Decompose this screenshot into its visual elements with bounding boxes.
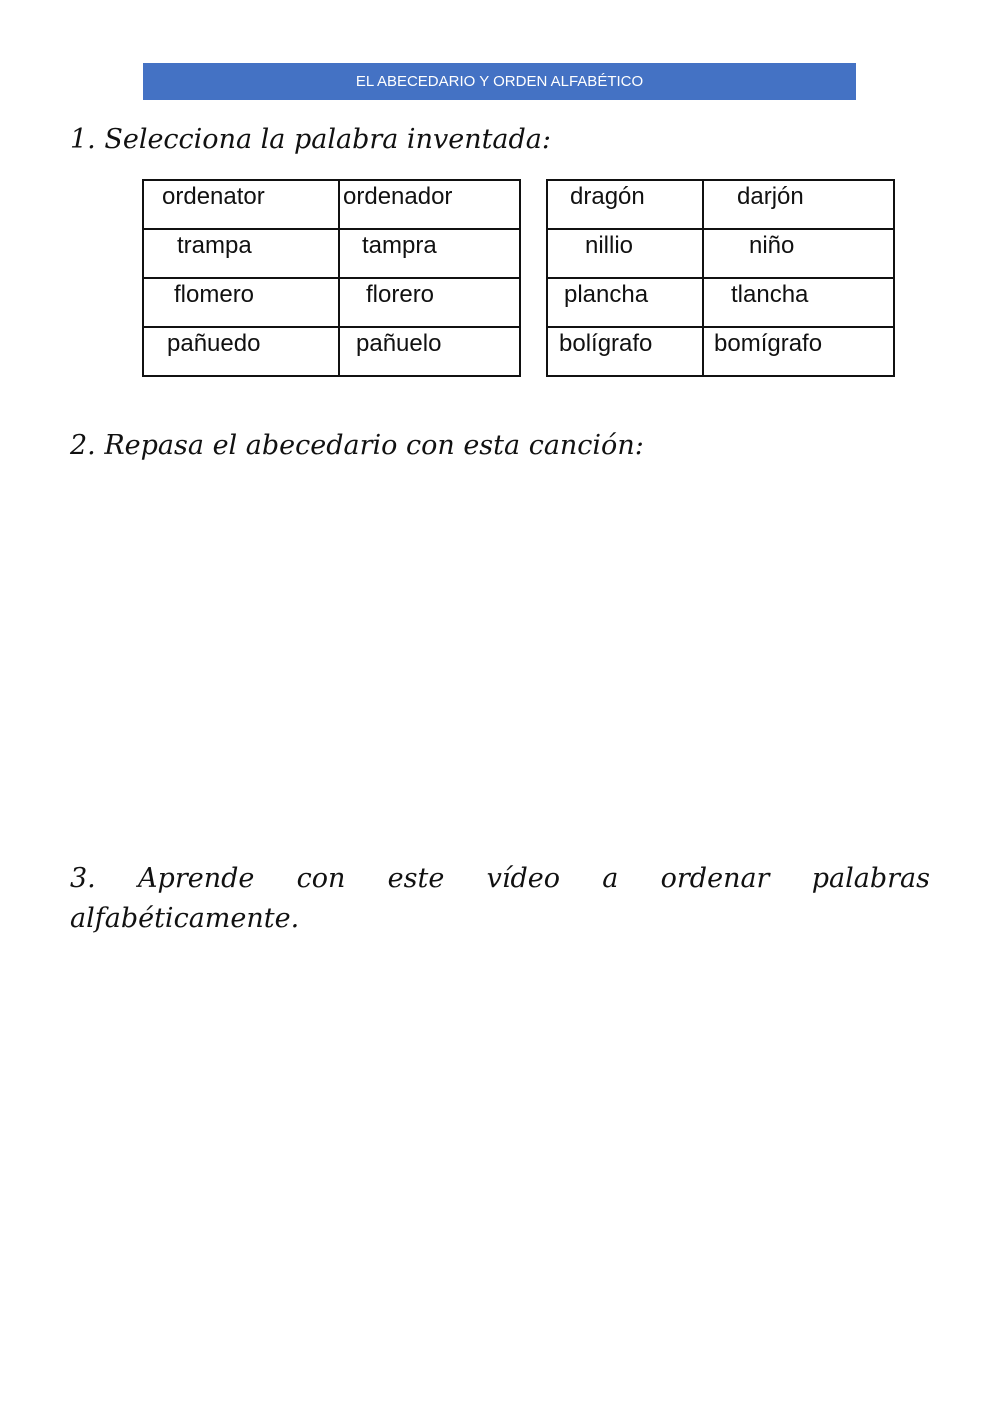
- word-option[interactable]: ordenador: [339, 180, 520, 229]
- section-3-heading-line1: 3. Aprende con este vídeo a ordenar palabras: [70, 863, 930, 894]
- table-row: [547, 180, 894, 229]
- section-3-heading-line2: alfabéticamente.: [70, 903, 300, 934]
- table-row: [547, 229, 894, 278]
- word-option[interactable]: tlancha: [703, 278, 894, 327]
- word-option[interactable]: bomígrafo: [703, 327, 894, 376]
- worksheet-title-banner: [143, 63, 856, 100]
- word-option[interactable]: bolígrafo: [547, 327, 703, 376]
- word-option[interactable]: nillio: [547, 229, 703, 278]
- word-option[interactable]: florero: [339, 278, 520, 327]
- table-row: [143, 278, 520, 327]
- word-option[interactable]: tampra: [339, 229, 520, 278]
- table-row: [547, 278, 894, 327]
- word-option[interactable]: trampa: [143, 229, 339, 278]
- worksheet-title: EL ABECEDARIO Y ORDEN ALFABÉTICO: [355, 73, 644, 90]
- section-2-heading: 2. Repasa el abecedario con esta canción:: [70, 430, 644, 461]
- word-table-right: [546, 179, 895, 377]
- word-table-left: [142, 179, 521, 377]
- word-option[interactable]: flomero: [143, 278, 339, 327]
- table-row: [143, 327, 520, 376]
- word-option[interactable]: niño: [703, 229, 894, 278]
- word-option[interactable]: plancha: [547, 278, 703, 327]
- table-row: [547, 327, 894, 376]
- section-1-heading: 1. Selecciona la palabra inventada:: [70, 124, 552, 155]
- table-row: [143, 180, 520, 229]
- word-option[interactable]: dragón: [547, 180, 703, 229]
- word-option[interactable]: darjón: [703, 180, 894, 229]
- word-option[interactable]: pañuedo: [143, 327, 339, 376]
- word-option[interactable]: ordenator: [143, 180, 339, 229]
- table-row: [143, 229, 520, 278]
- word-option[interactable]: pañuelo: [339, 327, 520, 376]
